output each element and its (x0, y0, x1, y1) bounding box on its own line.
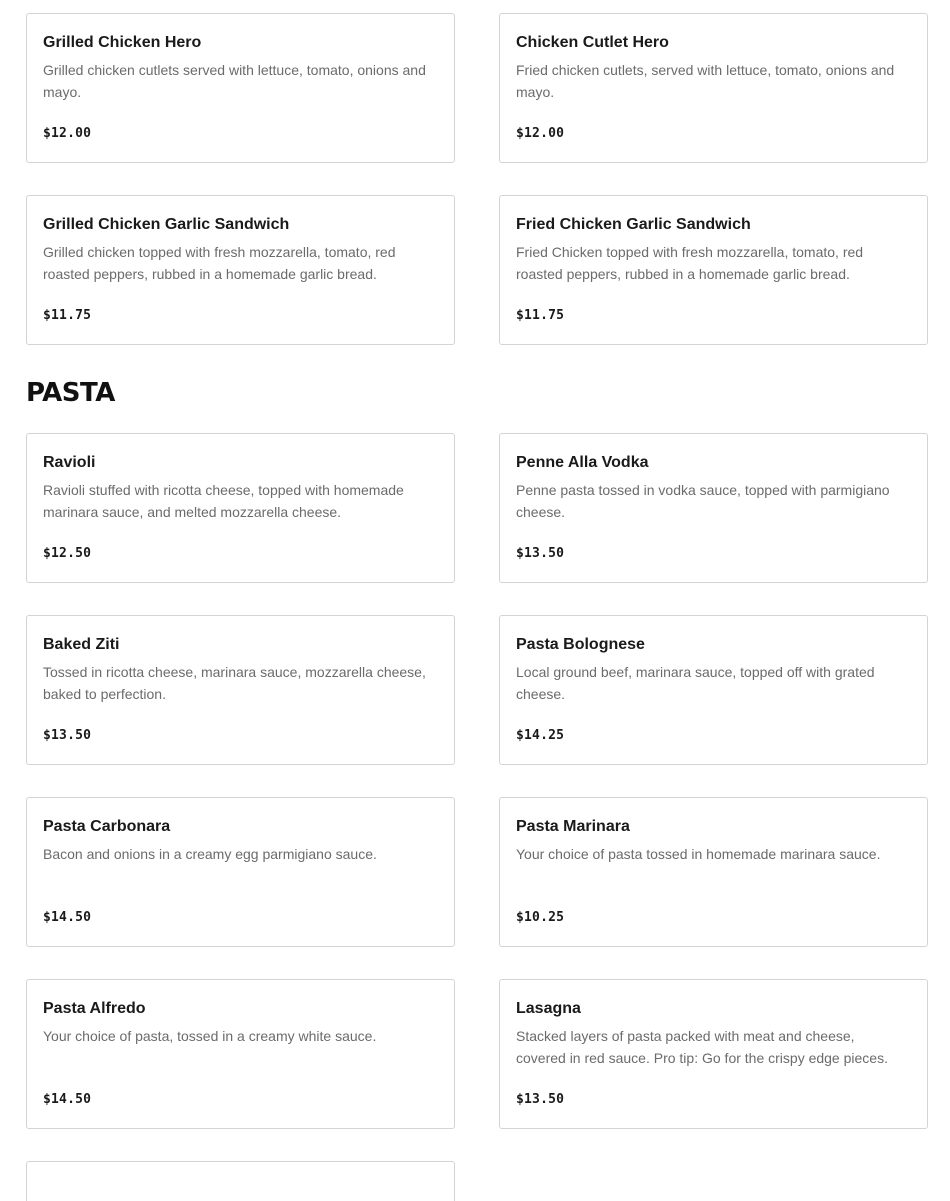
menu-item-card[interactable] (499, 195, 928, 345)
menu-item-price: $11.75 (516, 308, 565, 323)
menu-item-description: Your choice of pasta tossed in homemade marinara sauce. (516, 846, 881, 862)
menu-item-name: Chicken Cutlet Hero (516, 34, 669, 51)
menu-item-name: Penne Alla Vodka (516, 454, 649, 471)
menu-item-price: $12.00 (516, 126, 565, 141)
menu-item-description: Penne pasta tossed in vodka sauce, topped with parmigiano cheese. (516, 482, 890, 520)
menu-item-description: Grilled chicken topped with fresh mozzarella, tomato, red roasted peppers, rubbed in a homemade garlic bread. (43, 244, 396, 282)
menu-item-card[interactable] (499, 979, 928, 1129)
menu-item-name: Pasta Bolognese (516, 636, 645, 653)
menu-item-description: Tossed in ricotta cheese, marinara sauce, mozzarella cheese, baked to perfection. (43, 664, 426, 702)
menu-item-card[interactable] (26, 13, 455, 163)
menu-item-name: Pasta Marinara (516, 818, 630, 835)
menu-item-card[interactable] (26, 615, 455, 765)
menu-item-description: Grilled chicken cutlets served with lettuce, tomato, onions and mayo. (43, 62, 426, 100)
section-heading-pasta: PASTA (26, 378, 115, 408)
menu-item-card[interactable] (499, 13, 928, 163)
menu-item-card[interactable] (499, 615, 928, 765)
menu-item-price: $12.00 (43, 126, 92, 141)
menu-item-name: Pasta Alfredo (43, 1000, 146, 1017)
menu-item-price: $13.50 (43, 728, 92, 743)
menu-item-price: $14.25 (516, 728, 565, 743)
pasta-items-grid (26, 433, 928, 1201)
menu-item-card[interactable] (26, 433, 455, 583)
menu-item-price: $14.50 (43, 910, 92, 925)
menu-item-name: Ravioli (43, 454, 96, 471)
menu-item-name: Fried Chicken Garlic Sandwich (516, 216, 751, 233)
menu-item-description: Ravioli stuffed with ricotta cheese, topped with homemade marinara sauce, and melted mozzarella cheese. (43, 482, 404, 520)
menu-item-price: $10.25 (516, 910, 565, 925)
menu-item-name: Grilled Chicken Hero (43, 34, 202, 51)
menu-item-description: Local ground beef, marinara sauce, topped off with grated cheese. (516, 664, 875, 702)
menu-item-description: Your choice of pasta, tossed in a creamy white sauce. (43, 1028, 377, 1044)
menu-item-card[interactable] (26, 797, 455, 947)
menu-item-name: Lasagna (516, 1000, 581, 1017)
menu-item-description: Fried chicken cutlets, served with lettuce, tomato, onions and mayo. (516, 62, 895, 100)
menu-item-card[interactable] (26, 979, 455, 1129)
menu-item-price: $13.50 (516, 546, 565, 561)
menu-item-name: Baked Ziti (43, 636, 120, 653)
menu-item-name: Pasta Carbonara (43, 818, 171, 835)
menu-item-description: Stacked layers of pasta packed with meat and cheese, covered in red sauce. Pro tip: Go for the crispy edge pieces. (516, 1028, 888, 1066)
menu-item-name: Grilled Chicken Garlic Sandwich (43, 216, 290, 233)
menu-item-card[interactable] (26, 195, 455, 345)
menu-item-card-partial[interactable] (26, 1161, 455, 1201)
menu-item-description: Fried Chicken topped with fresh mozzarella, tomato, red roasted peppers, rubbed in a homemade garlic bread. (516, 244, 864, 282)
menu-item-price: $14.50 (43, 1092, 92, 1107)
menu-item-price: $11.75 (43, 308, 92, 323)
sandwich-items-grid (26, 13, 928, 345)
menu-item-price: $12.50 (43, 546, 92, 561)
menu-item-card[interactable] (499, 433, 928, 583)
menu-item-price: $13.50 (516, 1092, 565, 1107)
menu-item-description: Bacon and onions in a creamy egg parmigiano sauce. (43, 846, 377, 862)
menu-item-card[interactable] (499, 797, 928, 947)
